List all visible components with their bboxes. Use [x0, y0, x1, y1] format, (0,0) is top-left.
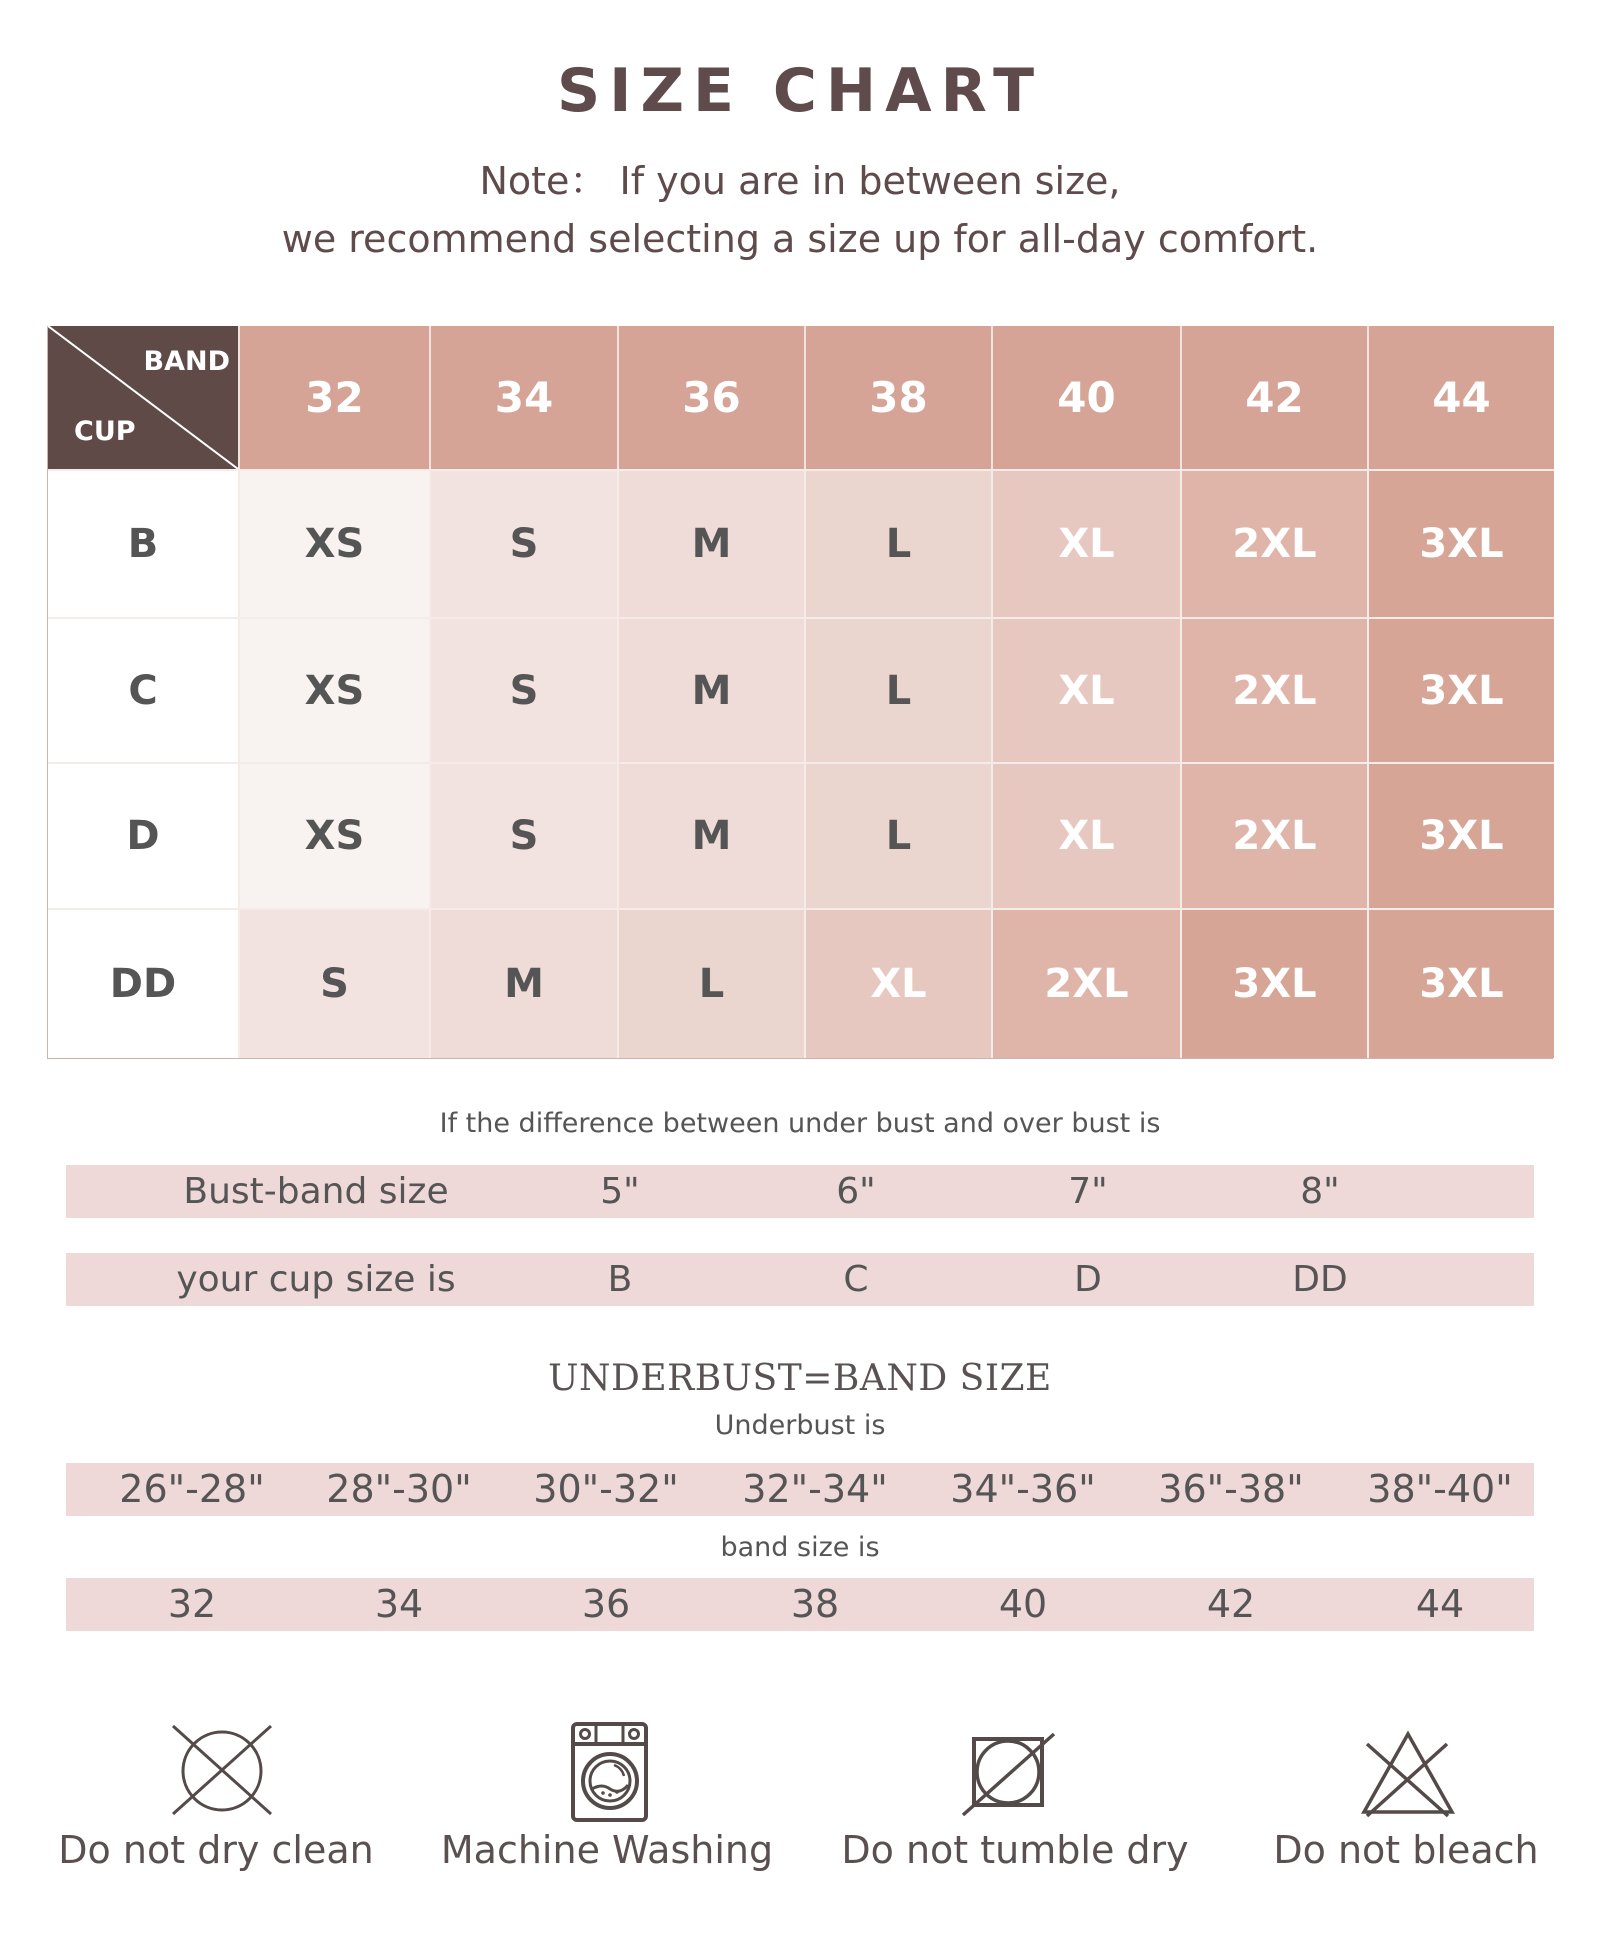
underbust-value: 36"-38"	[1158, 1467, 1304, 1511]
size-cell: 3XL	[1180, 908, 1367, 1058]
size-cell: L	[804, 762, 991, 908]
do-not-dry-clean-icon	[170, 1722, 274, 1818]
band-size-value: 32	[167, 1582, 217, 1626]
band-header-34: 34	[429, 326, 617, 469]
size-cell: XL	[991, 617, 1180, 762]
underbust-value: 32"-34"	[742, 1467, 888, 1511]
underbust-value: 26"-28"	[119, 1467, 265, 1511]
size-cell: 3XL	[1367, 469, 1554, 617]
band-header-32: 32	[238, 326, 429, 469]
bust-band-label: Bust-band size	[183, 1171, 449, 1212]
size-cell: 2XL	[991, 908, 1180, 1058]
underbust-label: Underbust is	[714, 1410, 886, 1441]
band-size-value: 44	[1415, 1582, 1465, 1626]
do-not-bleach-icon	[1358, 1730, 1458, 1822]
size-cell: S	[429, 762, 617, 908]
machine-wash-icon	[570, 1721, 650, 1823]
underbust-strip	[66, 1463, 1534, 1516]
size-chart-table	[47, 326, 1553, 1059]
size-cell: 2XL	[1180, 469, 1367, 617]
size-cell: S	[429, 469, 617, 617]
underbust-value: 30"-32"	[533, 1467, 679, 1511]
underbust-value: 28"-30"	[326, 1467, 472, 1511]
corner-header-cell	[48, 326, 238, 469]
size-cell: XS	[238, 762, 429, 908]
size-cell: L	[804, 469, 991, 617]
size-cell: 3XL	[1367, 762, 1554, 908]
bust-band-value: 8"	[1300, 1171, 1340, 1212]
band-size-value: 42	[1206, 1582, 1256, 1626]
size-cell: XL	[991, 469, 1180, 617]
bust-band-value: 6"	[836, 1171, 876, 1212]
band-header-40: 40	[991, 326, 1180, 469]
cup-label-D: D	[48, 762, 238, 908]
underbust-value: 38"-40"	[1367, 1467, 1513, 1511]
size-cell: XL	[804, 908, 991, 1058]
band-size-label: band size is	[720, 1532, 880, 1563]
bust-band-strip	[66, 1165, 1534, 1218]
band-size-value: 34	[374, 1582, 424, 1626]
cup-guide-intro: If the difference between under bust and over bust is	[439, 1108, 1161, 1139]
size-cell: M	[617, 762, 804, 908]
cup-size-label: your cup size is	[176, 1259, 456, 1300]
cup-size-value: C	[843, 1259, 869, 1300]
care-label-dry-clean: Do not dry clean	[58, 1828, 374, 1872]
band-size-value: 38	[790, 1582, 840, 1626]
size-cell: L	[804, 617, 991, 762]
size-cell: 3XL	[1367, 908, 1554, 1058]
cup-label-DD: DD	[48, 908, 238, 1058]
care-label-tumble-dry: Do not tumble dry	[841, 1828, 1189, 1872]
cup-size-strip	[66, 1253, 1534, 1306]
size-cell: 2XL	[1180, 762, 1367, 908]
size-cell: S	[238, 908, 429, 1058]
do-not-tumble-dry-icon	[960, 1731, 1058, 1819]
band-header-38: 38	[804, 326, 991, 469]
underbust-value: 34"-36"	[950, 1467, 1096, 1511]
cup-axis-label: CUP	[74, 416, 136, 447]
cup-size-value: D	[1074, 1259, 1102, 1300]
size-cell: 2XL	[1180, 617, 1367, 762]
band-size-value: 40	[998, 1582, 1048, 1626]
size-cell: S	[429, 617, 617, 762]
note-line-1: Note： If you are in between size,	[479, 159, 1121, 203]
band-axis-label: BAND	[143, 346, 230, 377]
band-size-strip	[66, 1578, 1534, 1631]
band-header-42: 42	[1180, 326, 1367, 469]
care-label-machine-wash: Machine Washing	[440, 1828, 774, 1872]
band-header-44: 44	[1367, 326, 1554, 469]
band-size-value: 36	[581, 1582, 631, 1626]
cup-size-value: DD	[1292, 1259, 1348, 1300]
page-title: SIZE CHART	[556, 56, 1044, 126]
size-cell: M	[617, 617, 804, 762]
care-label-bleach: Do not bleach	[1273, 1828, 1539, 1872]
bust-band-value: 5"	[600, 1171, 640, 1212]
size-cell: M	[617, 469, 804, 617]
bust-band-value: 7"	[1068, 1171, 1108, 1212]
size-cell: XS	[238, 469, 429, 617]
size-cell: XS	[238, 617, 429, 762]
note-line-2: we recommend selecting a size up for all-day comfort.	[281, 217, 1319, 261]
size-cell: M	[429, 908, 617, 1058]
cup-size-value: B	[607, 1259, 633, 1300]
size-cell: XL	[991, 762, 1180, 908]
cup-label-C: C	[48, 617, 238, 762]
size-cell: 3XL	[1367, 617, 1554, 762]
band-header-36: 36	[617, 326, 804, 469]
underbust-title: UNDERBUST=BAND SIZE	[548, 1358, 1052, 1399]
cup-label-B: B	[48, 469, 238, 617]
size-cell: L	[617, 908, 804, 1058]
